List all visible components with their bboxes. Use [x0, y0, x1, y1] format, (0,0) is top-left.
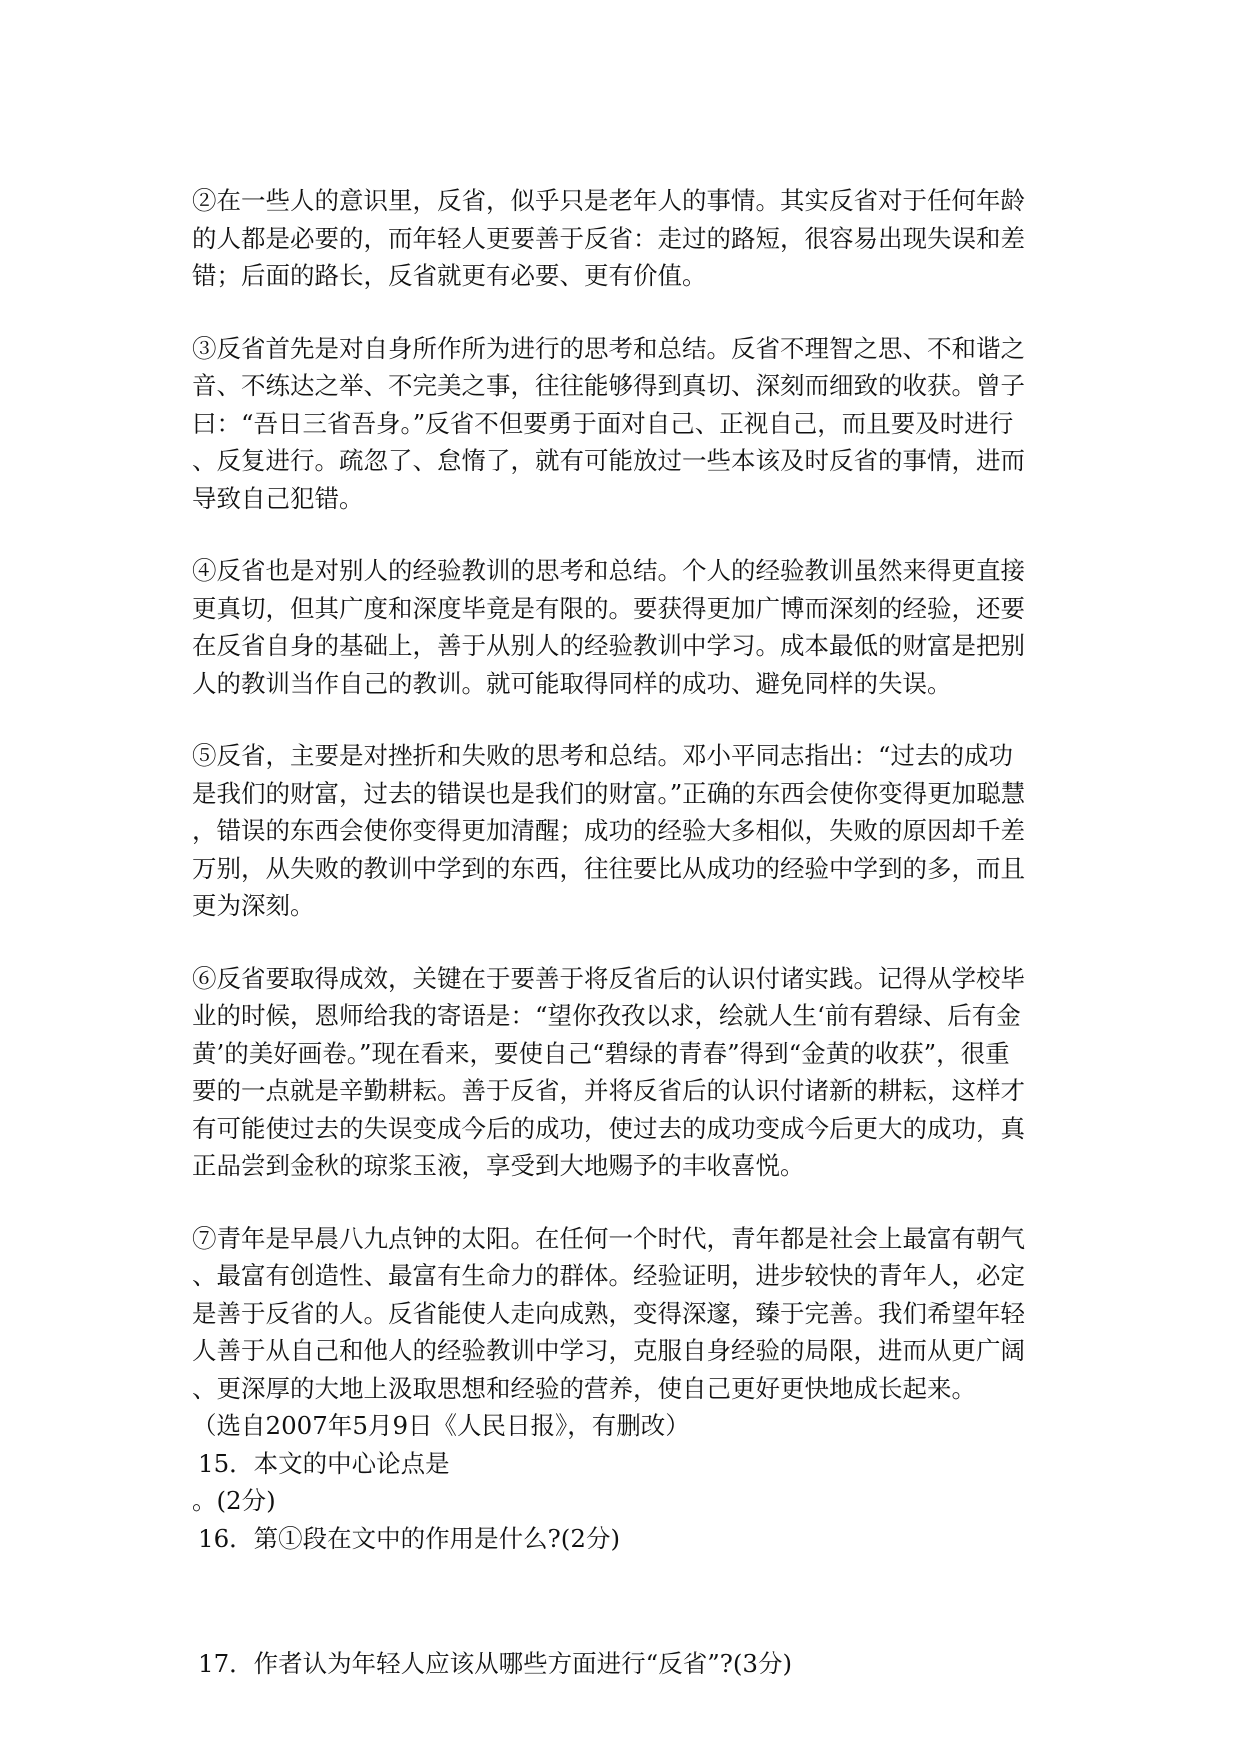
text-line: 、更深厚的大地上汲取思想和经验的营养，使自己更好更快地成长起来。 — [192, 1373, 976, 1403]
text-line: 正品尝到金秋的琼浆玉液，享受到大地赐予的丰收喜悦。 — [192, 1151, 805, 1180]
text-line: 业的时候，恩师给我的寄语是：“望你孜孜以求，绘就人生‘前有碧绿、后有金 — [192, 1001, 1021, 1030]
text-line: 曰：“吾日三省吾身。”反省不但要勇于面对自己、正视自己，而且要及时进行 — [192, 408, 1014, 438]
text-line: 在反省自身的基础上，善于从别人的经验教训中学习。成本最低的财富是把别 — [192, 631, 1025, 660]
text-line: ，错误的东西会使你变得更加清醒；成功的经验大多相似，失败的原因却千差 — [192, 816, 1025, 845]
text-line: ④反省也是对别人的经验教训的思考和总结。个人的经验教训虽然来得更直接 — [192, 556, 1025, 585]
text-line: ⑤反省，主要是对挫折和失败的思考和总结。邓小平同志指出：“过去的成功 — [192, 741, 1014, 770]
text-line: 万别，从失败的教训中学到的东西，往往要比从成功的经验中学到的多，而且 — [192, 853, 1025, 883]
paragraph-2 — [192, 182, 1052, 295]
text-line: 人的教训当作自己的教训。就可能取得同样的成功、避免同样的失误。 — [192, 668, 952, 698]
text-line: ⑥反省要取得成效，关键在于要善于将反省后的认识付诸实践。记得从学校毕 — [192, 963, 1025, 993]
text-line: 、最富有创造性、最富有生命力的群体。经验证明，进步较快的青年人，必定 — [192, 1261, 1025, 1290]
text-line: 黄’的美好画卷。”现在看来，要使自己“碧绿的青春”得到“金黄的收获”，很重 — [192, 1038, 1010, 1068]
text-line: 音、不练达之举、不完美之事，往往能够得到真切、深刻而细致的收获。曾子 — [192, 371, 1025, 400]
text-line: 有可能使过去的失误变成今后的成功，使过去的成功变成今后更大的成功，真 — [192, 1113, 1025, 1143]
text-line: 是善于反省的人。反省能使人走向成熟，变得深邃，臻于完善。我们希望年轻 — [192, 1298, 1025, 1328]
paragraph-7 — [192, 1220, 1052, 1408]
question-17: 17．作者认为年轻人应该从哪些方面进行“反省”?(3分) — [198, 1649, 793, 1678]
text-line: 的人都是必要的，而年轻人更要善于反省：走过的路短，很容易出现失误和差 — [192, 223, 1025, 253]
text-line: ⑦青年是早晨八九点钟的太阳。在任何一个时代，青年都是社会上最富有朝气 — [192, 1223, 1025, 1253]
text-line: 错；后面的路长，反省就更有必要、更有价值。 — [192, 261, 707, 290]
question-16: 16．第①段在文中的作用是什么?(2分) — [198, 1523, 621, 1553]
text-line: 人善于从自己和他人的经验教训中学习，克服自身经验的局限，进而从更广阔 — [192, 1336, 1025, 1365]
paragraph-3 — [192, 330, 1052, 518]
text-line: ②在一些人的意识里，反省，似乎只是老年人的事情。其实反省对于任何年龄 — [192, 186, 1025, 215]
text-line: 是我们的财富，过去的错误也是我们的财富。”正确的东西会使你变得更加聪慧 — [192, 778, 1026, 808]
question-15: 15．本文的中心论点是 — [198, 1448, 450, 1478]
text-line: ③反省首先是对自身所作所为进行的思考和总结。反省不理智之思、不和谐之 — [192, 333, 1025, 363]
question-15-answer-tail: 。(2分) — [192, 1486, 276, 1515]
text-line: 要的一点就是辛勤耕耘。善于反省，并将反省后的认识付诸新的耕耘，这样才 — [192, 1076, 1025, 1105]
text-line: 导致自己犯错。 — [192, 483, 364, 513]
article-body — [192, 182, 1052, 1683]
text-line: 更为深刻。 — [192, 891, 315, 920]
paragraph-4 — [192, 552, 1052, 702]
article-source: （选自2007年5月9日《人民日报》，有删改） — [192, 1411, 690, 1440]
text-line: 、反复进行。疏忽了、怠惰了，就有可能放过一些本该及时反省的事情，进而 — [192, 446, 1025, 475]
paragraph-6 — [192, 960, 1052, 1185]
paragraph-5 — [192, 737, 1052, 925]
text-line: 更真切，但其广度和深度毕竟是有限的。要获得更加广博而深刻的经验，还要 — [192, 593, 1025, 623]
